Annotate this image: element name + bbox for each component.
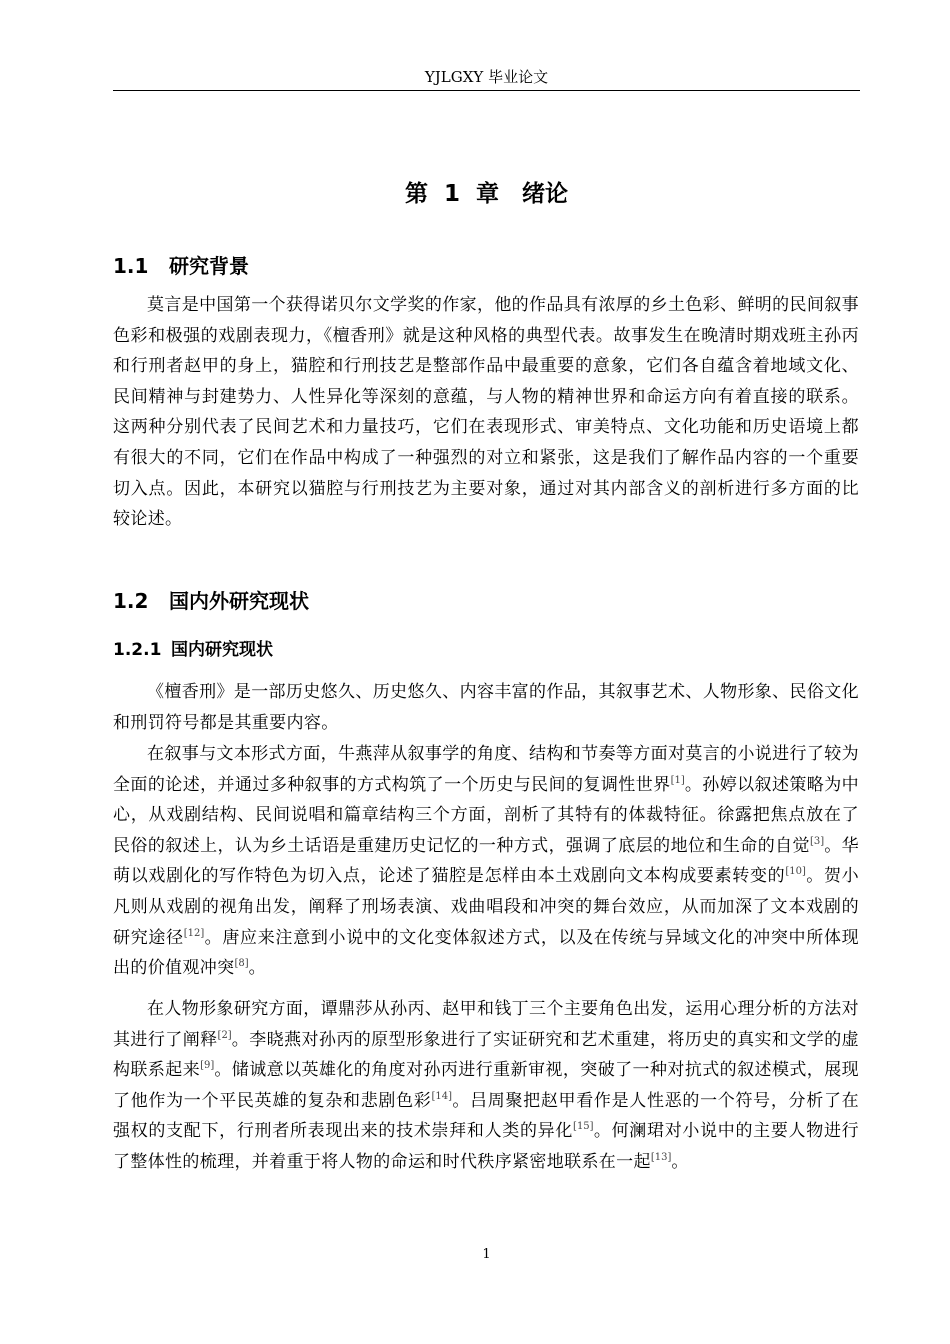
paragraph-text: 。华萌以戏剧化的写作特色为切入点，论述了猫腔是怎样由本土戏剧向文本构成要素转变的 [113, 835, 860, 887]
citation-marker: [13] [650, 1151, 672, 1163]
body-paragraph [113, 290, 859, 535]
subsection-title: 国内研究现状 [171, 640, 273, 660]
citation-marker: [15] [573, 1121, 594, 1133]
section-heading [113, 252, 860, 280]
section-number: 1.2 [113, 589, 149, 613]
body-paragraph [113, 994, 859, 1178]
body-paragraph [113, 739, 859, 984]
section-heading [113, 587, 860, 615]
paragraph-text: 莫言是中国第一个获得诺贝尔文学奖的作家，他的作品具有浓厚的乡土色彩、鲜明的民间叙事色彩和极强的戏剧表现力，《檀香刑》就是这种风格的典型代表。故事发生在晚清时期戏班主孙丙和行刑者赵甲的身上，猫腔和行刑技艺是整部作品中最重要的意象，它们各自蕴含着地域文化、民间精神与封建势力、人性异化等深刻的意蕴，与人物的精神世界和命运方向有着直接的联系。这两种分别代表了民间艺术和力量技巧，它们在表现形式、审美特点、文化功能和历史语境上都有很大的不同，它们在作品中构成了一种强烈的对立和紧张，这是我们了解作品内容的一个重要切入点。因此，本研究以猫腔与行刑技艺为主要对象，通过对其内部含义的剖析进行多方面的比较论述。 [113, 295, 859, 530]
paragraph-text: 。贺小凡则从戏剧的视角出发，阐释了刑场表演、戏曲唱段和冲突的舞台效应，从而加深了文本戏剧的研究途径 [113, 866, 859, 948]
citation-marker: [9] [200, 1060, 215, 1072]
citation-marker: [12] [183, 927, 205, 939]
chapter-title: 第 1 章 绪论 [404, 181, 569, 207]
page-number: 1 [482, 1247, 491, 1262]
paragraph-text: 《檀香刑》是一部历史悠久、历史悠久、内容丰富的作品，其叙事艺术、人物形象、民俗文化和刑罚符号都是其重要内容。 [113, 682, 859, 733]
citation-marker: [1] [670, 774, 685, 786]
paragraph-text: 。吕周聚把赵甲看作是人性恶的一个符号，分析了在强权的支配下，行刑者所表现出来的技术崇拜和人类的异化 [113, 1090, 859, 1142]
paragraph-text: 在人物形象研究方面，谭鼎莎从孙丙、赵甲和钱丁三个主要角色出发，运用心理分析的方法对其进行了阐释 [113, 999, 859, 1050]
paragraph-text: 在叙事与文本形式方面，牛燕萍从叙事学的角度、结构和节奏等方面对莫言的小说进行了较为全面的论述，并通过多种叙事的方式构筑了一个历史与民间的复调性世界 [113, 744, 859, 795]
body-paragraph [113, 677, 859, 738]
subsection-heading [113, 638, 860, 662]
section-number: 1.1 [113, 254, 149, 278]
paragraph-text: 。储诚意以英雄化的角度对孙丙进行重新审视，突破了一种对抗式的叙述模式，展现了他作为一个平民英雄的复杂和悲剧色彩 [113, 1060, 859, 1111]
citation-marker: [14] [431, 1090, 453, 1102]
paragraph-text: 。 [248, 958, 266, 979]
subsection-number: 1.2.1 [113, 640, 162, 660]
citation-marker: [2] [217, 1029, 232, 1041]
citation-marker: [3] [809, 835, 825, 847]
paragraph-text: 。何澜珺对小说中的主要人物进行了整体性的梳理，并着重于将人物的命运和时代秩序紧密地联系在一起 [113, 1121, 859, 1172]
citation-marker: [10] [785, 866, 806, 878]
citation-marker: [8] [234, 958, 249, 970]
running-header: YJLGXY 毕业论文 [424, 68, 549, 86]
paragraph-text: 。 [671, 1151, 689, 1172]
paragraph-text: 。李晓燕对孙丙的原型形象进行了实证研究和艺术重建，将历史的真实和文学的虚构联系起来 [113, 1029, 859, 1081]
paragraph-text: 。孙婷以叙述策略为中心，从戏剧结构、民间说唱和篇章结构三个方面，剖析了其特有的体裁特征。徐露把焦点放在了民俗的叙述上，认为乡土话语是重建历史记忆的一种方式，强调了底层的地位和生命的自觉 [113, 774, 860, 856]
section-title: 国内外研究现状 [169, 589, 309, 613]
paragraph-text: 。唐应来注意到小说中的文化变体叙述方式，以及在传统与异域文化的冲突中所体现出的价值观冲突 [113, 927, 859, 979]
section-title: 研究背景 [169, 254, 249, 278]
header-divider [113, 90, 860, 91]
